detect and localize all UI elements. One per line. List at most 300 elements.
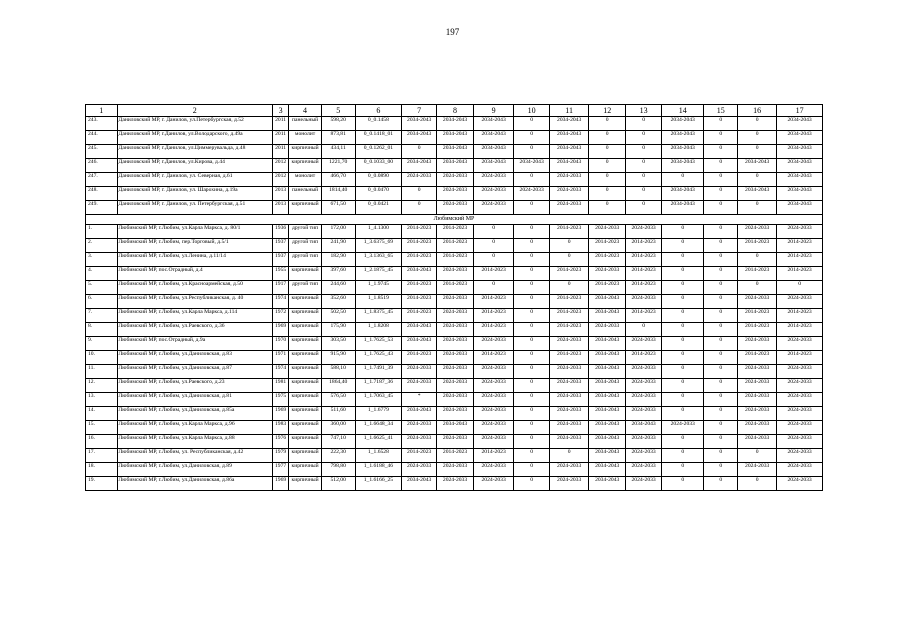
table-cell: 0 xyxy=(704,337,738,351)
address-cell: Любимский МР, г.Любим, ул.Даниловская, д.89 xyxy=(117,463,272,477)
table-cell: 2034-2043 xyxy=(777,145,823,159)
address-cell: Любимский МР, г.Любим, ул.Даниловская, д.87 xyxy=(117,365,272,379)
table-cell: 2024-2033 xyxy=(437,201,474,215)
table-cell: 0 xyxy=(704,159,738,173)
table-cell: 2034-2043 xyxy=(402,117,437,131)
table-cell: 2014-2023 xyxy=(402,253,437,267)
table-cell: 2014-2023 xyxy=(402,351,437,365)
table-cell: 2014-2023 xyxy=(550,267,589,281)
table-cell: 2034-2043 xyxy=(550,145,589,159)
table-cell: 13. xyxy=(86,393,118,407)
table-cell: 0 xyxy=(704,187,738,201)
table-cell: 2024-2033 xyxy=(437,365,474,379)
table-cell: 1976 xyxy=(272,435,288,449)
table-cell: 2034-2043 xyxy=(402,323,437,337)
column-header-14: 14 xyxy=(662,105,704,117)
table-cell: 0 xyxy=(704,225,738,239)
table-cell: 0 xyxy=(738,131,777,145)
address-cell: Даниловский МР, г. Данилов, ул. Петербургская, д.51 xyxy=(117,201,272,215)
address-cell: Любимский МР, г.Любим, ул.Раевского, д.36 xyxy=(117,323,272,337)
table-cell: 2014-2023 xyxy=(402,225,437,239)
table-row xyxy=(86,239,823,253)
table-cell: 1_1.7625_43 xyxy=(355,351,402,365)
table-row xyxy=(86,281,823,295)
table-cell: 2024-2033 xyxy=(777,477,823,491)
table-cell: 303,50 xyxy=(321,337,355,351)
table-cell: 14. xyxy=(86,407,118,421)
table-cell: 2034-2043 xyxy=(738,187,777,201)
table-cell: 2034-2043 xyxy=(550,159,589,173)
table-cell: 1814,40 xyxy=(321,187,355,201)
table-cell: 244. xyxy=(86,131,118,145)
header-row xyxy=(86,105,823,117)
table-cell: 2024-2033 xyxy=(437,463,474,477)
table-cell: 1969 xyxy=(272,323,288,337)
table-cell: 1983 xyxy=(272,421,288,435)
table-cell: 0 xyxy=(626,159,662,173)
table-cell: 0 xyxy=(626,173,662,187)
table-cell: 0 xyxy=(626,187,662,201)
table-cell: 2014-2023 xyxy=(402,295,437,309)
table-cell: кирпичный xyxy=(289,201,322,215)
table-cell: 0 xyxy=(514,173,550,187)
table-cell: 2014-2023 xyxy=(550,295,589,309)
table-cell: 2034-2043 xyxy=(662,145,704,159)
table-cell: 2024-2033 xyxy=(437,173,474,187)
table-cell: 0 xyxy=(738,281,777,295)
table-row xyxy=(86,267,823,281)
table-cell: 1955 xyxy=(272,267,288,281)
table-cell: 2014-2023 xyxy=(589,239,626,253)
table-cell: 2024-2033 xyxy=(437,379,474,393)
address-cell: Даниловский МР, г.Данилов, ул.Циммерувальда, д.48 xyxy=(117,145,272,159)
table-cell: 2034-2043 xyxy=(777,173,823,187)
table-cell: 0 xyxy=(662,379,704,393)
table-cell: 0 xyxy=(704,323,738,337)
table-cell: 2034-2043 xyxy=(589,393,626,407)
table-cell: 2024-2033 xyxy=(550,477,589,491)
column-header-1: 1 xyxy=(86,105,118,117)
table-cell: 352,60 xyxy=(321,295,355,309)
table-cell: 0 xyxy=(704,365,738,379)
table-cell: 2014-2023 xyxy=(626,253,662,267)
table-cell: 0 xyxy=(662,253,704,267)
table-row xyxy=(86,309,823,323)
table-cell: 0_0.1418_01 xyxy=(355,131,402,145)
table-cell: 2014-2023 xyxy=(474,295,514,309)
table-cell: 2024-2033 xyxy=(474,201,514,215)
table-cell: 2014-2023 xyxy=(474,351,514,365)
table-cell: 2034-2043 xyxy=(474,145,514,159)
table-cell: 2024-2033 xyxy=(474,435,514,449)
table-cell: 0 xyxy=(514,253,550,267)
table-cell: 2014-2023 xyxy=(777,323,823,337)
table-cell: 2014-2023 xyxy=(437,225,474,239)
table-cell: 2034-2043 xyxy=(589,309,626,323)
table-cell: 0 xyxy=(704,393,738,407)
table-row xyxy=(86,365,823,379)
table-row xyxy=(86,379,823,393)
table-cell: 1971 xyxy=(272,351,288,365)
table-cell: 2034-2043 xyxy=(474,159,514,173)
table-cell: 2034-2043 xyxy=(402,337,437,351)
table-cell: 0 xyxy=(662,477,704,491)
table-cell: 2024-2033 xyxy=(474,337,514,351)
table-cell: 2034-2043 xyxy=(402,477,437,491)
address-cell: Любимский МР, г.Любим, ул.Раевского, д.23 xyxy=(117,379,272,393)
table-cell: другой тип xyxy=(289,225,322,239)
table-cell: 2024-2033 xyxy=(777,407,823,421)
table-cell: 2014-2023 xyxy=(550,323,589,337)
table-cell: 2024-2033 xyxy=(589,225,626,239)
table-cell: 1977 xyxy=(272,463,288,477)
table-cell: 0 xyxy=(662,435,704,449)
table-cell: 2024-2033 xyxy=(437,187,474,201)
table-cell: 2024-2033 xyxy=(777,435,823,449)
table-cell: 1_2.1875_45 xyxy=(355,267,402,281)
table-cell: 2024-2033 xyxy=(738,379,777,393)
table-cell: 2024-2033 xyxy=(738,463,777,477)
table-cell: 2014-2023 xyxy=(777,253,823,267)
table-cell: 2014-2023 xyxy=(550,225,589,239)
table-cell: 434,11 xyxy=(321,145,355,159)
table-cell: 17. xyxy=(86,449,118,463)
table-cell: 1975 xyxy=(272,393,288,407)
table-cell: 0 xyxy=(662,323,704,337)
address-cell: Даниловский МР, г. Данилов, ул.Петербургская, д.52 xyxy=(117,117,272,131)
table-cell: 0 xyxy=(514,117,550,131)
table-cell: 0 xyxy=(474,253,514,267)
table-cell: 2024-2033 xyxy=(550,463,589,477)
data-table xyxy=(85,104,823,491)
table-cell: 0 xyxy=(704,463,738,477)
table-cell: другой тип xyxy=(289,253,322,267)
table-cell: 0 xyxy=(474,225,514,239)
table-cell: 2014-2023 xyxy=(738,239,777,253)
address-cell: Любимский МР, г.Любим, ул.Красноармейская, д.50 xyxy=(117,281,272,295)
table-cell: 1_1.6779 xyxy=(355,407,402,421)
table-cell: 2011 xyxy=(272,117,288,131)
table-cell: 2024-2033 xyxy=(550,421,589,435)
table-cell: 2034-2043 xyxy=(589,449,626,463)
table-cell: 10. xyxy=(86,351,118,365)
table-cell: 2024-2033 xyxy=(777,449,823,463)
table-cell: 0 xyxy=(704,477,738,491)
table-cell: 2014-2023 xyxy=(777,267,823,281)
table-cell: 1_1.8519 xyxy=(355,295,402,309)
table-cell: 1_3.1363_65 xyxy=(355,253,402,267)
table-cell: 2014-2023 xyxy=(437,239,474,253)
table-cell: 2024-2033 xyxy=(437,477,474,491)
table-cell: 2024-2033 xyxy=(402,435,437,449)
table-cell: 172,00 xyxy=(321,225,355,239)
column-header-16: 16 xyxy=(738,105,777,117)
table-cell: 1970 xyxy=(272,337,288,351)
address-cell: Любимский МР, г.Любим, ул.Даниловская, д.81 xyxy=(117,393,272,407)
table-row xyxy=(86,117,823,131)
table-cell: 2024-2033 xyxy=(474,393,514,407)
table-cell: 2024-2033 xyxy=(777,393,823,407)
table-cell: 502,50 xyxy=(321,309,355,323)
table-cell: 0 xyxy=(514,421,550,435)
address-cell: Любимский МР, г.Любим, ул.Республиканская, д. 40 xyxy=(117,295,272,309)
table-cell: 1_1.7187_36 xyxy=(355,379,402,393)
table-cell: 2012 xyxy=(272,159,288,173)
address-cell: Любимский МР, г.Любим, ул.Карла Маркса, д.96 xyxy=(117,421,272,435)
table-cell: 2034-2043 xyxy=(662,159,704,173)
table-cell: кирпичный xyxy=(289,435,322,449)
table-cell: 2034-2043 xyxy=(662,131,704,145)
table-cell: 0 xyxy=(662,309,704,323)
table-cell: 15. xyxy=(86,421,118,435)
table-cell: 2014-2023 xyxy=(402,309,437,323)
table-cell: 2014-2023 xyxy=(437,449,474,463)
table-cell: 0 xyxy=(550,239,589,253)
table-cell: 2024-2033 xyxy=(474,421,514,435)
address-cell: Даниловский МР, г. Данилов, ул. Шарохина, д.19а xyxy=(117,187,272,201)
table-cell: 1_1.8375_45 xyxy=(355,309,402,323)
table-cell: 2034-2043 xyxy=(589,379,626,393)
table-cell: 0 xyxy=(704,295,738,309)
table-cell: 2024-2033 xyxy=(626,477,662,491)
table-cell: 16. xyxy=(86,435,118,449)
table-cell: 1972 xyxy=(272,309,288,323)
table-cell: монолит xyxy=(289,131,322,145)
table-cell: 2034-2043 xyxy=(777,131,823,145)
table-cell: 0_0.0421 xyxy=(355,201,402,215)
table-cell: 2014-2023 xyxy=(589,281,626,295)
table-cell: 2034-2043 xyxy=(589,365,626,379)
table-cell: 2024-2033 xyxy=(437,337,474,351)
table-cell: 2034-2043 xyxy=(777,117,823,131)
table-cell: 2024-2033 xyxy=(738,393,777,407)
column-header-12: 12 xyxy=(589,105,626,117)
table-cell: 1_1.8208 xyxy=(355,323,402,337)
table-cell: 1864,40 xyxy=(321,379,355,393)
table-cell: 1969 xyxy=(272,477,288,491)
table-cell: 0 xyxy=(704,145,738,159)
table-cell: 2024-2033 xyxy=(589,267,626,281)
table-cell: 0 xyxy=(704,131,738,145)
table-cell: 1969 xyxy=(272,407,288,421)
table-cell: 2. xyxy=(86,239,118,253)
table-cell: 2014-2023 xyxy=(437,281,474,295)
table-cell: 0 xyxy=(589,131,626,145)
table-cell: 2014-2023 xyxy=(777,239,823,253)
column-header-2: 2 xyxy=(117,105,272,117)
table-cell: 0 xyxy=(738,253,777,267)
table-row xyxy=(86,393,823,407)
table-cell: 1937 xyxy=(272,239,288,253)
page-number: 197 xyxy=(445,27,460,37)
table-cell: 2034-2043 xyxy=(589,407,626,421)
table-cell: 2034-2043 xyxy=(662,201,704,215)
table-cell: 249. xyxy=(86,201,118,215)
table-cell: 0 xyxy=(589,145,626,159)
table-cell: 2014-2023 xyxy=(474,309,514,323)
table-cell: 2024-2033 xyxy=(662,421,704,435)
table-cell: 2034-2043 xyxy=(662,187,704,201)
table-cell: 2011 xyxy=(272,131,288,145)
table-row xyxy=(86,173,823,187)
table-cell: 2014-2023 xyxy=(550,351,589,365)
address-cell: Даниловский МР, г.Данилов, ул.Володарского, д.49а xyxy=(117,131,272,145)
table-cell: 1937 xyxy=(272,253,288,267)
table-cell: 2034-2043 xyxy=(589,421,626,435)
table-cell: 0 xyxy=(662,267,704,281)
table-cell: 2024-2033 xyxy=(402,421,437,435)
table-cell: 0 xyxy=(662,407,704,421)
table-cell: 2034-2043 xyxy=(626,421,662,435)
table-cell: 2014-2023 xyxy=(626,239,662,253)
table-cell: 2024-2033 xyxy=(474,365,514,379)
table-cell: 2034-2043 xyxy=(514,159,550,173)
table-cell: 241,90 xyxy=(321,239,355,253)
table-cell: 2024-2033 xyxy=(550,187,589,201)
section-row xyxy=(86,215,823,225)
table-cell: 2034-2043 xyxy=(474,117,514,131)
table-cell: 0_0.1033_00 xyxy=(355,159,402,173)
table-cell: 2014-2023 xyxy=(738,351,777,365)
table-row xyxy=(86,323,823,337)
table-cell: 2034-2043 xyxy=(589,351,626,365)
table-cell: 7. xyxy=(86,309,118,323)
table-cell: 2024-2033 xyxy=(437,351,474,365)
table-cell: 511,60 xyxy=(321,407,355,421)
table-cell: 1_1.7063_45 xyxy=(355,393,402,407)
table-cell: 243. xyxy=(86,117,118,131)
table-cell: кирпичный xyxy=(289,365,322,379)
table-cell: 0 xyxy=(589,187,626,201)
table-cell: 2024-2033 xyxy=(402,379,437,393)
table-cell: 0 xyxy=(662,393,704,407)
table-cell: 0 xyxy=(626,323,662,337)
table-cell: 2024-2033 xyxy=(437,267,474,281)
table-row xyxy=(86,225,823,239)
table-cell: 0 xyxy=(474,239,514,253)
table-cell: 0 xyxy=(738,449,777,463)
table-cell: 2014-2023 xyxy=(402,281,437,295)
table-cell: 2024-2033 xyxy=(626,449,662,463)
table-cell: 2014-2023 xyxy=(626,309,662,323)
table-cell: 0 xyxy=(704,449,738,463)
table-cell: 2024-2033 xyxy=(777,295,823,309)
table-cell: 0_0.1458 xyxy=(355,117,402,131)
table-cell: кирпичный xyxy=(289,477,322,491)
table-cell: 2024-2033 xyxy=(777,337,823,351)
table-cell: 2014-2023 xyxy=(402,239,437,253)
address-cell: Любимский МР, г.Любим, ул.Ленина, д.11/14 xyxy=(117,253,272,267)
table-cell: кирпичный xyxy=(289,449,322,463)
column-header-13: 13 xyxy=(626,105,662,117)
column-header-5: 5 xyxy=(321,105,355,117)
table-row xyxy=(86,295,823,309)
table-cell: 2024-2033 xyxy=(738,225,777,239)
table-cell: 0 xyxy=(662,295,704,309)
table-cell: 0 xyxy=(514,239,550,253)
table-cell: кирпичный xyxy=(289,463,322,477)
table-cell: 2024-2033 xyxy=(626,463,662,477)
table-cell: 0 xyxy=(514,309,550,323)
table-cell: 0_0.0470 xyxy=(355,187,402,201)
table-cell: 2024-2033 xyxy=(550,393,589,407)
address-cell: Любимский МР, г.Любим, ул.Карла Маркса, д.88 xyxy=(117,435,272,449)
table-cell: 0 xyxy=(550,281,589,295)
table-cell: 2024-2033 xyxy=(589,323,626,337)
address-cell: Любимский МР, пос.Отрадный, д.4 xyxy=(117,267,272,281)
table-cell: 247. xyxy=(86,173,118,187)
table-cell: 0 xyxy=(662,449,704,463)
table-cell: 0 xyxy=(662,239,704,253)
table-cell: 182,90 xyxy=(321,253,355,267)
table-cell: 1_3.6375_69 xyxy=(355,239,402,253)
table-cell: 0 xyxy=(514,323,550,337)
table-cell: 1917 xyxy=(272,281,288,295)
table-cell: 2014-2023 xyxy=(777,309,823,323)
table-cell: кирпичный xyxy=(289,379,322,393)
table-cell: 244,60 xyxy=(321,281,355,295)
table-cell: 18. xyxy=(86,463,118,477)
table-cell: 0 xyxy=(626,201,662,215)
table-row xyxy=(86,253,823,267)
table-cell: 2014-2023 xyxy=(589,253,626,267)
table-cell: 2034-2043 xyxy=(474,131,514,145)
table-cell: 1_1.7491_39 xyxy=(355,365,402,379)
table-cell: 2024-2033 xyxy=(550,365,589,379)
table-cell: 0 xyxy=(402,187,437,201)
table-cell: 0 xyxy=(514,449,550,463)
address-cell: Любимский МР, г.Любим, ул.Карла Маркса, д. 80/1 xyxy=(117,225,272,239)
table-cell: 2014-2023 xyxy=(474,323,514,337)
column-header-11: 11 xyxy=(550,105,589,117)
table-cell: 0 xyxy=(738,117,777,131)
column-header-8: 8 xyxy=(437,105,474,117)
table-cell: 2034-2043 xyxy=(437,145,474,159)
table-cell: 0 xyxy=(626,131,662,145)
table-cell: 2014-2023 xyxy=(738,323,777,337)
table-cell: 2024-2033 xyxy=(626,379,662,393)
table-cell: 0 xyxy=(514,337,550,351)
table-cell: 2024-2033 xyxy=(474,463,514,477)
table-cell: 1_1.6166_25 xyxy=(355,477,402,491)
table-row xyxy=(86,407,823,421)
table-cell: 0 xyxy=(589,159,626,173)
table-cell: 0 xyxy=(704,173,738,187)
table-cell: 0 xyxy=(704,117,738,131)
table-row xyxy=(86,159,823,173)
column-header-3: 3 xyxy=(272,105,288,117)
table-cell: 0 xyxy=(704,239,738,253)
table-cell: кирпичный xyxy=(289,351,322,365)
table-cell: 798,80 xyxy=(321,463,355,477)
table-cell: монолит xyxy=(289,173,322,187)
table-cell: 2034-2043 xyxy=(402,267,437,281)
table-cell: 360,00 xyxy=(321,421,355,435)
table-body xyxy=(86,105,823,491)
table-cell: 0 xyxy=(704,379,738,393)
address-cell: Любимский МР, г.Любим, пер.Торговый, д.5/1 xyxy=(117,239,272,253)
address-cell: Любимский МР, пос.Отрадный, д.9а xyxy=(117,337,272,351)
table-cell: 588,10 xyxy=(321,365,355,379)
table-cell: 2024-2033 xyxy=(777,463,823,477)
table-cell: 0 xyxy=(514,267,550,281)
table-cell: 747,10 xyxy=(321,435,355,449)
table-cell: 2024-2033 xyxy=(402,463,437,477)
table-cell: 2024-2033 xyxy=(626,435,662,449)
table-cell: 1. xyxy=(86,225,118,239)
table-cell: кирпичный xyxy=(289,393,322,407)
table-cell: 4. xyxy=(86,267,118,281)
